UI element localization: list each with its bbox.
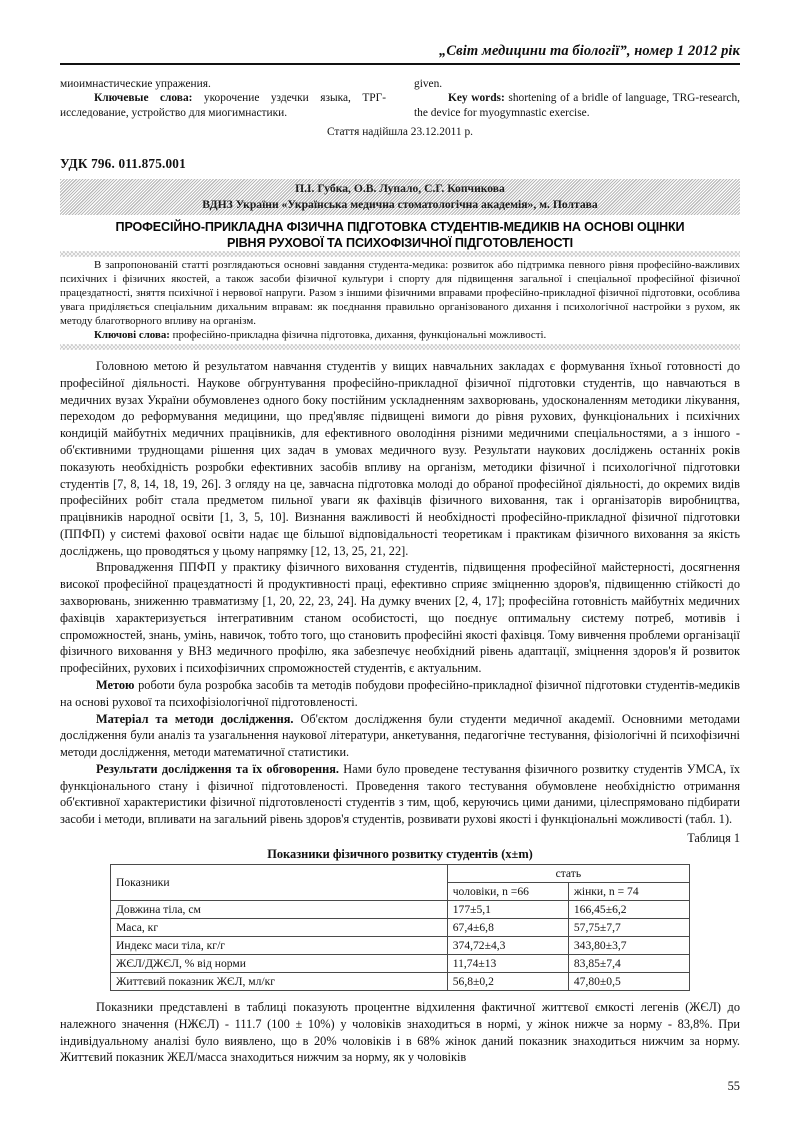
cell-female: 83,85±7,4 <box>568 954 689 972</box>
article-title-line-2: РІВНЯ РУХОВОЇ ТА ПСИХОФІЗИЧНОЇ ПІДГОТОВЛЕНОСТІ <box>226 235 574 250</box>
article-title-line-1: ПРОФЕСІЙНО-ПРИКЛАДНА ФІЗИЧНА ПІДГОТОВКА СТУДЕНТІВ-МЕДИКІВ НА ОСНОВІ ОЦІНКИ <box>115 220 685 235</box>
author-names: П.І. Губка, О.В. Лупало, С.Г. Копчикова <box>295 182 505 196</box>
cell-female: 343,80±3,7 <box>568 936 689 954</box>
received-date: Стаття надійшла 23.12.2011 р. <box>326 126 473 139</box>
table-number: Таблиця 1 <box>687 830 740 845</box>
aim-text: роботи була розробка засобів та методів побудови професійно-прикладної фізичної підготовки студентів-медиків на основі рухової та психофізіологічної підготовленості. <box>60 677 740 709</box>
article-keywords <box>60 329 740 343</box>
table-row <box>111 918 690 936</box>
methods-heading: Матеріал та методи дослідження. <box>96 711 294 726</box>
keywords-text-ru: укорочение уздечки языка, ТРГ-исследование, устройство для миогимнастики. <box>60 92 386 119</box>
table-header-female: жінки, n = 74 <box>568 882 689 900</box>
article-keywords-label: Ключові слова: <box>94 329 170 342</box>
table-row <box>111 900 690 918</box>
table-header-indicators: Показники <box>111 864 448 900</box>
cell-male: 374,72±4,3 <box>447 936 568 954</box>
table-header-male: чоловіки, n =66 <box>447 882 568 900</box>
cell-indicator: Довжина тіла, см <box>111 900 448 918</box>
cell-indicator: Индекс маси тіла, кг/г <box>111 936 448 954</box>
keywords-label-en: Key words: <box>448 92 505 105</box>
affiliation: ВДНЗ України «Українська медична стоматологічна академія», м. Полтава <box>202 197 598 211</box>
body-paragraph-results <box>60 761 740 828</box>
keywords-text-en: shortening of a bridle of language, TRG-research, the device for myogymnastic exercise. <box>414 92 740 119</box>
abstract-text: В запропонованій статті розглядаються основні завдання студента-медика: розвиток або підтримка певного рівня професійно-важливих психічних і фізичних якостей, а також засоби фізичної культури і спорту для підвищення загальної і спеціальної професійної фізичної працездатності, зняття психічної і нервової напруги. Разом з іншими фізичними вправами професійно-прикладної фізичної підготовки, особлива увага приділяється спеціальним дихальним вправам: як поєднання правильно організованого дихання і психологічної настройки з рухом, як методу благотворного впливу на організм. <box>60 259 740 327</box>
prev-article-keywords-en <box>414 91 740 120</box>
cell-male: 177±5,1 <box>447 900 568 918</box>
running-head <box>60 0 740 65</box>
prev-article-right-column <box>414 77 740 120</box>
udc-code: УДК 796. 011.875.001 <box>60 156 186 172</box>
table-header-row-group <box>111 864 690 882</box>
cell-male: 11,74±13 <box>447 954 568 972</box>
results-heading: Результати дослідження та їх обговорення. <box>96 761 340 776</box>
body-paragraph-methods <box>60 711 740 761</box>
table-body <box>111 900 690 990</box>
table-row <box>111 954 690 972</box>
abstract-bottom-wave-rule <box>60 344 740 350</box>
page-number: 55 <box>727 1079 740 1093</box>
cell-male: 56,8±0,2 <box>447 972 568 990</box>
table-caption: Показники фізичного розвитку студентів (x±m) <box>267 846 533 861</box>
abstract-block <box>60 257 740 344</box>
previous-article-tail <box>60 77 740 120</box>
cell-indicator: Життєвий показник ЖЄЛ, мл/кг <box>111 972 448 990</box>
results-text: Нами було проведене тестування фізичного розвитку студентів УМСА, їх функціонального стану і фізичної підготовленості. Проведення такого тестування обумовлене необхідністю отримання об'єктивної характеристики фізичної підготовленості студентів з тим, щоб, керуючись цими даними, цілеспрямовано підбирати засоби і методи, впливати на загальний рівень здоров'я студентів, розвивати рухові якості і функціональні можливості (табл. 1). <box>60 761 740 827</box>
author-affiliation-band <box>60 179 740 215</box>
keywords-label-ru: Ключевые слова: <box>94 92 193 105</box>
prev-article-tail-ru: миоимнастические упражения. <box>60 77 211 90</box>
cell-male: 67,4±6,8 <box>447 918 568 936</box>
table-row <box>111 972 690 990</box>
physical-development-table <box>110 864 690 991</box>
body-paragraph-1: Головною метою й результатом навчання студентів у вищих навчальних закладах є формування їхньої готовності до професійної діяльності. Наукове обгрунтування професійно-прикладної фізичної підготовки студентів, що навчаються в медичних вузах України обумовленез одного боку постійним ускладненням захворювань, удосконаленням методики лікування, переходом до реформування медицини, що пред'являє підвищені вимоги до рівня рухових, функціональних і психічних кондицій майбутніх медичних працівників, для ефективного оволодіння різними медичними спеціальностями, а з іншого - об'єктивними труднощами рішення цих задач в умовах медичного вузу. Результати наукових досліджень останніх років показують необхідність розробки ефективних засобів впливу на організм, методики фізичної і психологічної підготовки студентів [7, 8, 14, 18, 19, 26]. З огляду на це, завчасна підготовка молоді до обраної професійної діяльності, до окремих видів професійних робіт стала предметом пильної уваги як фахівців фізичного виховання, так і організаторів виробництва, працівників народної освіти [1, 3, 5, 10]. Визнання важливості й необхідності професійно-прикладної фізичної підготовки (ППФП) у системі фахової освіти надає ще більшої відповідальності теоретикам і практикам фізичного виховання за якість досліджень, що проводяться у цьому напрямку [12, 13, 25, 21, 22]. <box>60 359 740 558</box>
table-row <box>111 936 690 954</box>
body-paragraph-aim <box>60 677 740 711</box>
cell-indicator: ЖЄЛ/ДЖЄЛ, % від норми <box>111 954 448 972</box>
article-keywords-text: професійно-прикладна фізична підготовка, дихання, функціональні можливості. <box>169 329 547 342</box>
table-header-sex-group: стать <box>447 864 689 882</box>
article-title <box>60 220 740 251</box>
abstract-top-wave-rule <box>60 251 740 257</box>
body-paragraph-2: Впровадження ППФП у практику фізичного виховання студентів, підвищення професійної майстерності, досягнення високої професійної працездатності й продуктивності праці, ефективно сприяє зміцненню здоров'я, підвищенню стійкості до захворювань, зниженню травматизму [1, 20, 22, 23, 24]. На думку вчених [2, 4, 17]; професійна готовність майбутніх медичних фахівців характеризується інтегративним станом особистості, що поєднує оптимальну систему потреб, мотивів і спроможностей, знань, умінь, навичок, тобто того, що становить професійні якості фахівця. Тому вивчення проблеми організації фізичного виховання у ВНЗ медичного профілю, яка забезпечує необхідний рівень адаптації, зміцнення здоров'я й розвиток професійних, рухових і психофізичних спроможностей студентів, є актуальним. <box>60 560 740 676</box>
table-head <box>111 864 690 900</box>
cell-female: 57,75±7,7 <box>568 918 689 936</box>
aim-heading: Метою <box>96 677 135 692</box>
body-paragraph-6: Показники представлені в таблиці показують процентне відхилення фактичної життєвої ємкості легенів (ЖЄЛ) до належного значення (НЖЄЛ) - 111.7 (100 ± 10%) у чоловіків знаходиться в нормі, у жінок нижче за норму - 83,8%. При індивідуальному аналізі було виявлено, що в 20% чоловіків і в 68% жінок даний показник знаходиться нижчим за норму. Життєвий показник ЖЕЛ/масса знаходиться нижчим за норму, як у чоловіків <box>60 999 740 1065</box>
methods-text: Об'єктом дослідження були студенти медичної академії. Основними методами дослідження були аналіз та узагальнення наукової літератури, анкетування, педагогічне тестування, фізіологічні й психофізичні методи дослідження, методи математичної статистики. <box>60 711 740 760</box>
running-head-rule <box>60 63 740 65</box>
cell-female: 47,80±0,5 <box>568 972 689 990</box>
cell-indicator: Маса, кг <box>111 918 448 936</box>
prev-article-left-column <box>60 77 386 120</box>
article-body-after-table <box>60 999 740 1066</box>
prev-article-keywords-ru <box>60 91 386 120</box>
article-body <box>60 358 740 828</box>
prev-article-tail-en: given. <box>414 77 443 90</box>
cell-female: 166,45±6,2 <box>568 900 689 918</box>
running-head-text: „Світ медицини та біології”, номер 1 2012 рік <box>439 43 740 59</box>
